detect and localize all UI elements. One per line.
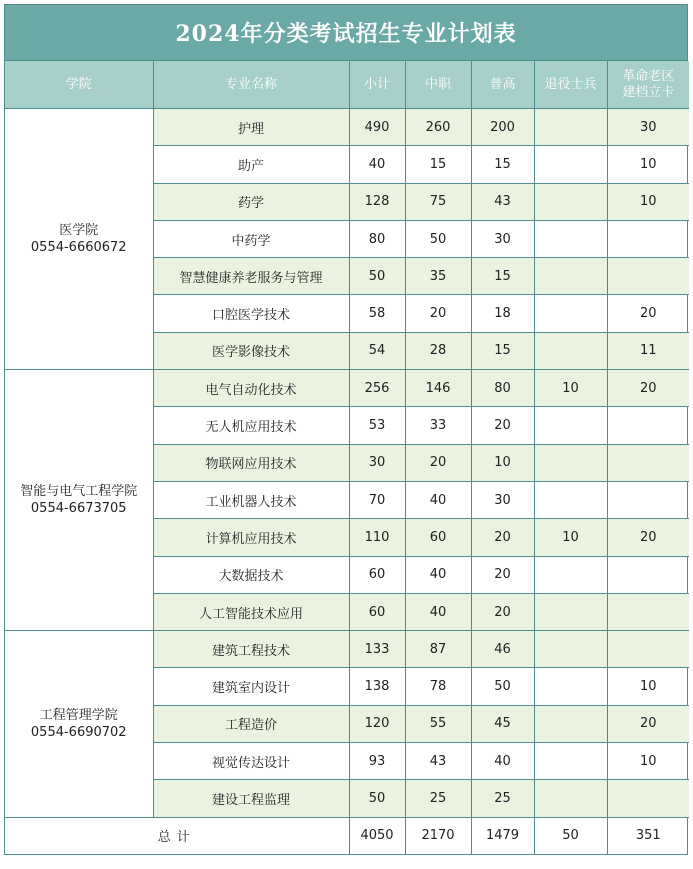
zhongzhi-cell: 260 — [405, 109, 471, 146]
header-subtotal: 小计 — [349, 61, 405, 109]
subtotal-cell: 120 — [349, 705, 405, 742]
major-cell: 医学影像技术 — [153, 332, 349, 369]
zhongzhi-cell: 55 — [405, 705, 471, 742]
laoqu-cell: 30 — [607, 109, 689, 146]
pugao-cell: 15 — [471, 146, 534, 183]
pugao-cell: 15 — [471, 332, 534, 369]
subtotal-cell: 490 — [349, 109, 405, 146]
veterans-cell — [534, 258, 607, 295]
major-cell: 建筑室内设计 — [153, 668, 349, 705]
major-cell: 建设工程监理 — [153, 780, 349, 817]
table-row — [5, 109, 689, 146]
laoqu-cell — [607, 556, 689, 593]
major-cell: 中药学 — [153, 220, 349, 257]
header-zhongzhi: 中职 — [405, 61, 471, 109]
pugao-cell: 200 — [471, 109, 534, 146]
laoqu-cell — [607, 407, 689, 444]
college-cell — [5, 370, 153, 631]
veterans-cell — [534, 295, 607, 332]
pugao-cell: 80 — [471, 370, 534, 407]
veterans-cell — [534, 183, 607, 220]
laoqu-cell — [607, 780, 689, 817]
zhongzhi-cell: 87 — [405, 631, 471, 668]
veterans-cell — [534, 109, 607, 146]
major-cell: 口腔医学技术 — [153, 295, 349, 332]
subtotal-cell: 53 — [349, 407, 405, 444]
major-cell: 无人机应用技术 — [153, 407, 349, 444]
zhongzhi-cell: 50 — [405, 220, 471, 257]
major-cell: 计算机应用技术 — [153, 519, 349, 556]
pugao-cell: 30 — [471, 220, 534, 257]
major-cell: 工业机器人技术 — [153, 481, 349, 518]
major-cell: 物联网应用技术 — [153, 444, 349, 481]
zhongzhi-cell: 75 — [405, 183, 471, 220]
major-cell: 人工智能技术应用 — [153, 593, 349, 630]
subtotal-cell: 80 — [349, 220, 405, 257]
total-label: 总计 — [5, 817, 349, 854]
header-laoqu — [607, 61, 689, 109]
veterans-cell — [534, 668, 607, 705]
subtotal-cell: 40 — [349, 146, 405, 183]
laoqu-cell: 10 — [607, 743, 689, 780]
header-veterans: 退役士兵 — [534, 61, 607, 109]
veterans-cell — [534, 407, 607, 444]
header-laoqu-text: 革命老区建档立卡 — [622, 68, 675, 100]
laoqu-cell: 20 — [607, 370, 689, 407]
header-pugao: 普高 — [471, 61, 534, 109]
veterans-cell — [534, 481, 607, 518]
college-name: 智能与电气工程学院 — [20, 484, 138, 500]
total-pugao-cell: 1479 — [471, 817, 534, 854]
major-cell: 药学 — [153, 183, 349, 220]
subtotal-cell: 58 — [349, 295, 405, 332]
college-name: 医学院 — [59, 223, 99, 239]
total-veterans-cell: 50 — [534, 817, 607, 854]
laoqu-cell: 11 — [607, 332, 689, 369]
table-row — [5, 370, 689, 407]
veterans-cell — [534, 705, 607, 742]
subtotal-cell: 133 — [349, 631, 405, 668]
laoqu-cell — [607, 444, 689, 481]
zhongzhi-cell: 78 — [405, 668, 471, 705]
pugao-cell: 45 — [471, 705, 534, 742]
header-major: 专业名称 — [153, 61, 349, 109]
veterans-cell: 10 — [534, 519, 607, 556]
subtotal-cell: 93 — [349, 743, 405, 780]
pugao-cell: 25 — [471, 780, 534, 817]
laoqu-cell: 20 — [607, 295, 689, 332]
enrollment-plan-table — [5, 61, 689, 854]
college-cell — [5, 631, 153, 817]
laoqu-cell — [607, 220, 689, 257]
laoqu-cell — [607, 258, 689, 295]
laoqu-cell: 10 — [607, 183, 689, 220]
laoqu-cell: 10 — [607, 668, 689, 705]
zhongzhi-cell: 40 — [405, 593, 471, 630]
veterans-cell — [534, 556, 607, 593]
zhongzhi-cell: 25 — [405, 780, 471, 817]
subtotal-cell: 128 — [349, 183, 405, 220]
college-name: 工程管理学院 — [39, 707, 118, 723]
pugao-cell: 10 — [471, 444, 534, 481]
veterans-cell — [534, 780, 607, 817]
table-body — [5, 109, 689, 854]
laoqu-cell — [607, 481, 689, 518]
college-phone: 0554-6660672 — [30, 240, 127, 256]
subtotal-cell: 138 — [349, 668, 405, 705]
pugao-cell: 46 — [471, 631, 534, 668]
subtotal-cell: 256 — [349, 370, 405, 407]
total-row — [5, 817, 689, 854]
header-row — [5, 61, 689, 109]
zhongzhi-cell: 43 — [405, 743, 471, 780]
pugao-cell: 20 — [471, 407, 534, 444]
major-cell: 智慧健康养老服务与管理 — [153, 258, 349, 295]
major-cell: 电气自动化技术 — [153, 370, 349, 407]
header-college: 学院 — [5, 61, 153, 109]
veterans-cell — [534, 743, 607, 780]
zhongzhi-cell: 20 — [405, 295, 471, 332]
veterans-cell — [534, 220, 607, 257]
zhongzhi-cell: 60 — [405, 519, 471, 556]
veterans-cell — [534, 146, 607, 183]
subtotal-cell: 60 — [349, 593, 405, 630]
major-cell: 工程造价 — [153, 705, 349, 742]
veterans-cell — [534, 332, 607, 369]
major-cell: 大数据技术 — [153, 556, 349, 593]
pugao-cell: 40 — [471, 743, 534, 780]
pugao-cell: 20 — [471, 556, 534, 593]
table-row — [5, 631, 689, 668]
zhongzhi-cell: 20 — [405, 444, 471, 481]
pugao-cell: 18 — [471, 295, 534, 332]
pugao-cell: 15 — [471, 258, 534, 295]
veterans-cell — [534, 631, 607, 668]
laoqu-cell: 20 — [607, 705, 689, 742]
subtotal-cell: 110 — [349, 519, 405, 556]
college-cell — [5, 109, 153, 370]
pugao-cell: 43 — [471, 183, 534, 220]
subtotal-cell: 70 — [349, 481, 405, 518]
laoqu-cell — [607, 593, 689, 630]
total-subtotal-cell: 4050 — [349, 817, 405, 854]
zhongzhi-cell: 15 — [405, 146, 471, 183]
laoqu-cell: 20 — [607, 519, 689, 556]
college-phone: 0554-6690702 — [30, 724, 127, 740]
major-cell: 助产 — [153, 146, 349, 183]
total-laoqu-cell: 351 — [607, 817, 689, 854]
veterans-cell — [534, 444, 607, 481]
major-cell: 视觉传达设计 — [153, 743, 349, 780]
veterans-cell — [534, 593, 607, 630]
zhongzhi-cell: 146 — [405, 370, 471, 407]
zhongzhi-cell: 28 — [405, 332, 471, 369]
pugao-cell: 20 — [471, 593, 534, 630]
enrollment-plan-table-container — [4, 4, 688, 855]
laoqu-cell: 10 — [607, 146, 689, 183]
zhongzhi-cell: 40 — [405, 556, 471, 593]
laoqu-cell — [607, 631, 689, 668]
subtotal-cell: 50 — [349, 258, 405, 295]
major-cell: 护理 — [153, 109, 349, 146]
veterans-cell: 10 — [534, 370, 607, 407]
pugao-cell: 30 — [471, 481, 534, 518]
college-phone: 0554-6673705 — [30, 501, 127, 517]
pugao-cell: 50 — [471, 668, 534, 705]
table-title: 2024年分类考试招生专业计划表 — [5, 5, 687, 61]
major-cell: 建筑工程技术 — [153, 631, 349, 668]
subtotal-cell: 54 — [349, 332, 405, 369]
subtotal-cell: 50 — [349, 780, 405, 817]
zhongzhi-cell: 35 — [405, 258, 471, 295]
subtotal-cell: 30 — [349, 444, 405, 481]
zhongzhi-cell: 40 — [405, 481, 471, 518]
pugao-cell: 20 — [471, 519, 534, 556]
zhongzhi-cell: 33 — [405, 407, 471, 444]
subtotal-cell: 60 — [349, 556, 405, 593]
total-zhongzhi-cell: 2170 — [405, 817, 471, 854]
